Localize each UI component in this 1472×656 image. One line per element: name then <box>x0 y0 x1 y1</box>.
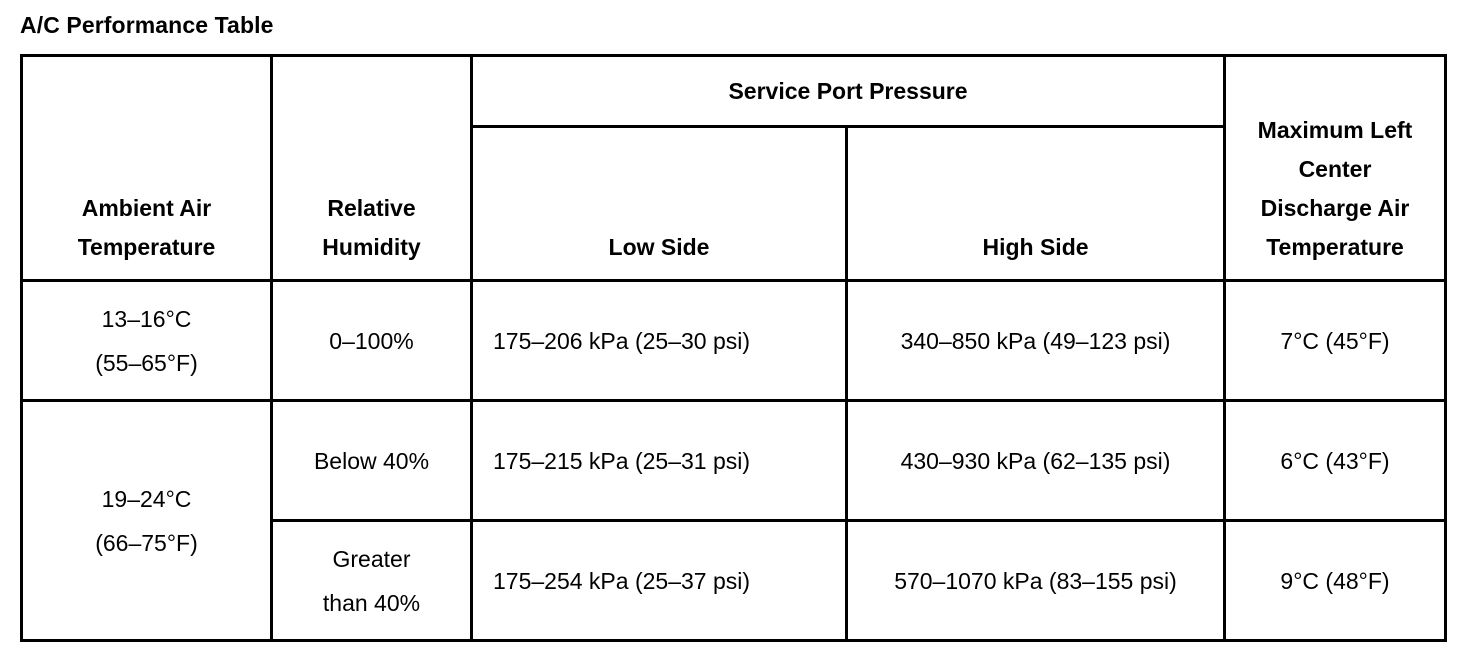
page-title: A/C Performance Table <box>20 12 274 38</box>
cell-max-discharge-temperature: 9°C (48°F) <box>1225 521 1446 641</box>
header-service-port-pressure: Service Port Pressure <box>472 56 1225 127</box>
cell-max-discharge-temperature: 7°C (45°F) <box>1225 281 1446 401</box>
cell-low-side-pressure: 175–206 kPa (25–30 psi) <box>472 281 847 401</box>
cell-relative-humidity: Greater than 40% <box>272 521 472 641</box>
cell-relative-humidity: 0–100% <box>272 281 472 401</box>
cell-max-discharge-temperature: 6°C (43°F) <box>1225 401 1446 521</box>
cell-ambient-temperature: 19–24°C (66–75°F) <box>22 401 272 641</box>
cell-high-side-pressure: 570–1070 kPa (83–155 psi) <box>847 521 1225 641</box>
header-low-side: Low Side <box>472 127 847 281</box>
cell-low-side-pressure: 175–254 kPa (25–37 psi) <box>472 521 847 641</box>
header-high-side: High Side <box>847 127 1225 281</box>
cell-low-side-pressure: 175–215 kPa (25–31 psi) <box>472 401 847 521</box>
table-row <box>22 281 1446 401</box>
cell-high-side-pressure: 430–930 kPa (62–135 psi) <box>847 401 1225 521</box>
header-ambient-air-temperature: Ambient Air Temperature <box>22 56 272 281</box>
header-max-discharge-air-temperature: Maximum Left Center Discharge Air Temperature <box>1225 56 1446 281</box>
header-relative-humidity: Relative Humidity <box>272 56 472 281</box>
table-row <box>22 401 1446 521</box>
cell-high-side-pressure: 340–850 kPa (49–123 psi) <box>847 281 1225 401</box>
ac-performance-table <box>20 54 1447 642</box>
cell-relative-humidity: Below 40% <box>272 401 472 521</box>
cell-ambient-temperature: 13–16°C (55–65°F) <box>22 281 272 401</box>
